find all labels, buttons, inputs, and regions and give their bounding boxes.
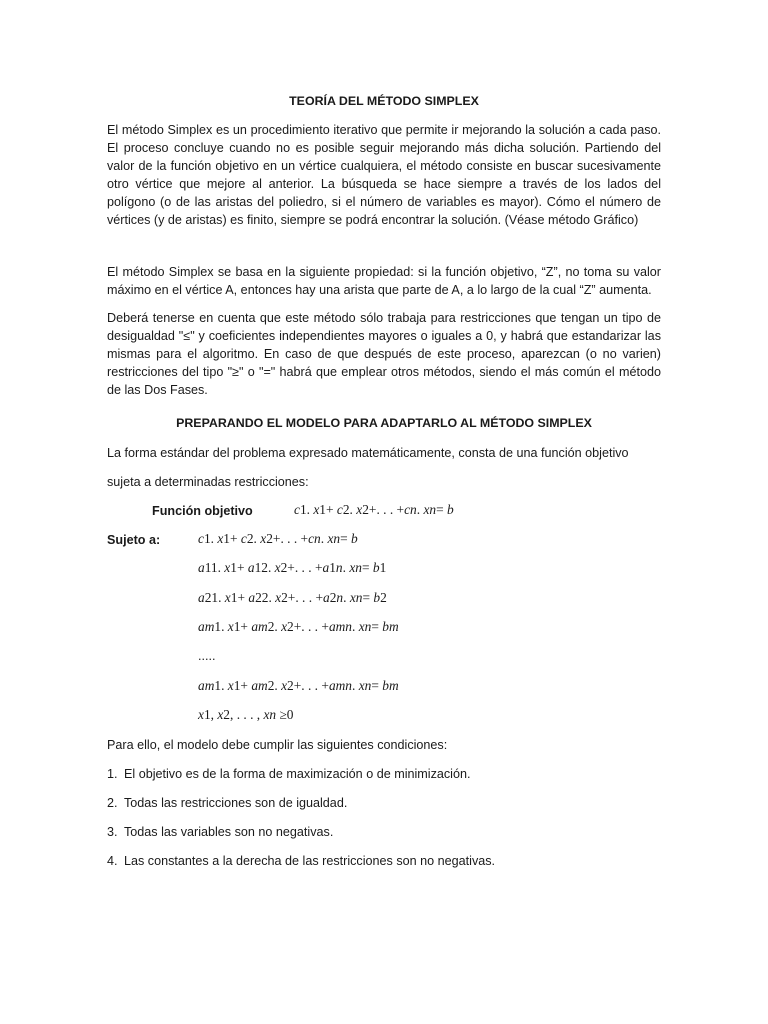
list-item-text: Todas las variables son no negativas. (124, 825, 334, 839)
list-item (107, 765, 470, 783)
list-item-text: Las constantes a la derecha de las restricciones son no negativas. (124, 854, 496, 868)
paragraph-restrictions: Deberá tenerse en cuenta que este método sólo trabaja para restricciones que tengan un tipo de desigualdad "≤" y coeficientes independientes mayores o iguales a 0, y habrá que estandarizar las mismas para el algoritmo. En caso de que después de este proceso, aparezcan (o no varien) restricciones del tipo "≥" o "=" habrá que emplear otros métodos, siendo el más común el método de las Dos Fases. (107, 311, 661, 397)
page-title: TEORÍA DEL MÉTODO SIMPLEX (289, 94, 479, 108)
nonnegativity-formula: x1, x2, . . . , xn ≥0 (198, 707, 294, 722)
constraint-formula-m1: am1. x1+ am2. x2+. . . +amn. xn= bm (198, 619, 399, 634)
constraint-formula-2: a21. x1+ a22. x2+. . . +a2n. xn= b2 (198, 590, 387, 605)
intro-line-2: sujeta a determinadas restricciones: (107, 475, 309, 489)
paragraph-intro: El método Simplex es un procedimiento iterativo que permite ir mejorando la solución a cada paso. El proceso concluye cuando no es posible seguir mejorando más dicha solución. Partiendo del valor de la función objetivo en un vértice cualquiera, el método consiste en buscar sucesivamente otro vértice que mejore al anterior. La búsqueda se hace siempre a través de los lados del polígono (o de las aristas del poliedro, si el número de variables es mayor). Cómo el número de vértices (y de aristas) es finito, siempre se podrá encontrar la solución. (Véase método Gráfico) (107, 123, 661, 227)
paragraph-property: El método Simplex se basa en la siguiente propiedad: si la función objetivo, “Z”, no toma su valor máximo en el vértice A, entonces hay una arista que parte de A, a lo largo de la cual “Z” aumenta. (107, 265, 661, 297)
objective-formula: c1. x1+ c2. x2+. . . +cn. xn= b (294, 502, 454, 517)
section-subtitle: PREPARANDO EL MODELO PARA ADAPTARLO AL MÉTODO SIMPLEX (176, 416, 592, 430)
subject-to-label: Sujeto a: (107, 533, 161, 547)
intro-line-1: La forma estándar del problema expresado matemáticamente, consta de una función objetivo (107, 446, 629, 460)
list-item-number: 3. (107, 825, 118, 839)
ellipsis: ..... (198, 649, 216, 663)
constraint-formula-m2: am1. x1+ am2. x2+. . . +amn. xn= bm (198, 678, 399, 693)
constraint-formula-0: c1. x1+ c2. x2+. . . +cn. xn= b (198, 531, 358, 546)
list-item-number: 1. (107, 767, 118, 781)
list-item-text: Todas las restricciones son de igualdad. (124, 796, 348, 810)
list-item-number: 2. (107, 796, 118, 810)
list-item (107, 852, 495, 870)
objective-label: Función objetivo (152, 504, 253, 518)
list-item (107, 794, 347, 812)
conditions-intro: Para ello, el modelo debe cumplir las siguientes condiciones: (107, 738, 448, 752)
constraint-formula-1: a11. x1+ a12. x2+. . . +a1n. xn= b1 (198, 560, 387, 575)
list-item (107, 823, 333, 841)
list-item-number: 4. (107, 854, 118, 868)
list-item-text: El objetivo es de la forma de maximización o de minimización. (124, 767, 471, 781)
